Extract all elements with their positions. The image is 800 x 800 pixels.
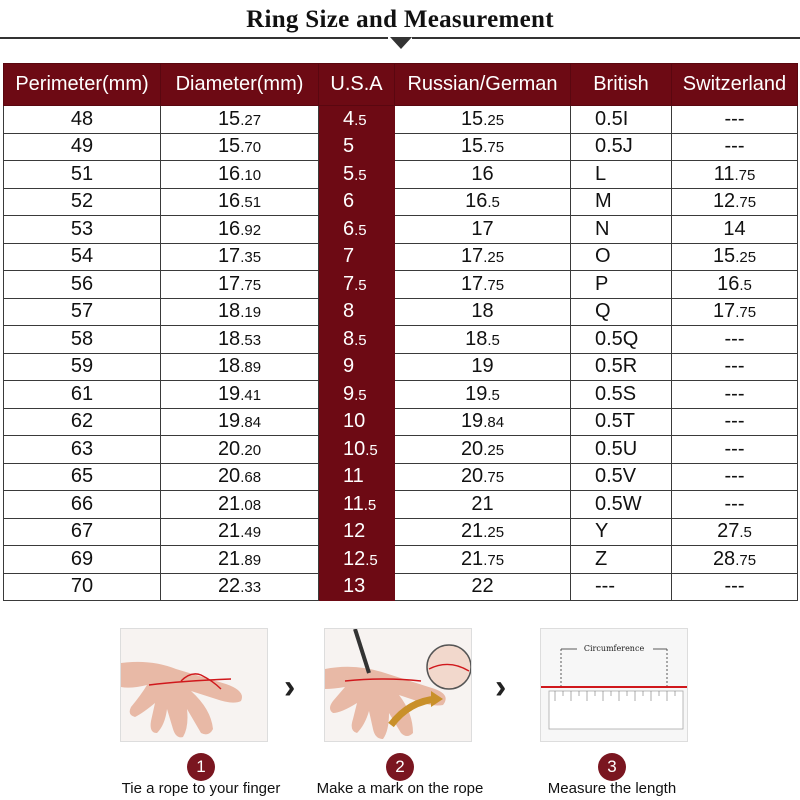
table-row: [4, 133, 798, 161]
cell-usa: 8.5: [319, 326, 395, 354]
cell-switzerland: ---: [672, 326, 798, 354]
cell-switzerland: ---: [672, 381, 798, 409]
cell-british: 0.5S: [571, 381, 672, 409]
cell-usa: 11: [319, 463, 395, 491]
cell-switzerland: 12.75: [672, 188, 798, 216]
table-row: [4, 436, 798, 464]
cell-perimeter: 51: [4, 161, 161, 189]
step-2-caption: Make a mark on the rope: [316, 780, 484, 797]
page-title: Ring Size and Measurement: [246, 6, 554, 33]
cell-perimeter: 48: [4, 106, 161, 134]
cell-perimeter: 70: [4, 573, 161, 601]
cell-switzerland: ---: [672, 408, 798, 436]
cell-diameter: 19.41: [161, 381, 319, 409]
step-2-image: [324, 628, 472, 742]
cell-russian-german: 19: [395, 353, 571, 381]
pen-mark-icon: [325, 629, 471, 741]
cell-diameter: 19.84: [161, 408, 319, 436]
step-3-caption: Measure the length: [547, 780, 677, 797]
header-usa: U.S.A: [319, 64, 395, 106]
table-header-row: [4, 64, 798, 106]
cell-british: 0.5V: [571, 463, 672, 491]
cell-perimeter: 52: [4, 188, 161, 216]
cell-switzerland: 17.75: [672, 298, 798, 326]
cell-diameter: 18.53: [161, 326, 319, 354]
cell-russian-german: 16: [395, 161, 571, 189]
cell-british: Y: [571, 518, 672, 546]
cell-russian-german: 15.25: [395, 106, 571, 134]
step-2-badge: 2: [386, 753, 414, 781]
cell-perimeter: 53: [4, 216, 161, 244]
cell-usa: 8: [319, 298, 395, 326]
table-row: [4, 216, 798, 244]
table-row: [4, 161, 798, 189]
circumference-label: Circumference: [583, 644, 645, 653]
cell-perimeter: 59: [4, 353, 161, 381]
table-row: [4, 298, 798, 326]
cell-perimeter: 61: [4, 381, 161, 409]
cell-usa: 5.5: [319, 161, 395, 189]
cell-british: Z: [571, 546, 672, 574]
cell-perimeter: 49: [4, 133, 161, 161]
cell-russian-german: 19.5: [395, 381, 571, 409]
step-1-badge: 1: [187, 753, 215, 781]
table-row: [4, 573, 798, 601]
cell-usa: 12: [319, 518, 395, 546]
cell-usa: 6.5: [319, 216, 395, 244]
cell-diameter: 20.68: [161, 463, 319, 491]
cell-russian-german: 17: [395, 216, 571, 244]
cell-diameter: 22.33: [161, 573, 319, 601]
cell-diameter: 17.35: [161, 243, 319, 271]
cell-russian-german: 17.75: [395, 271, 571, 299]
cell-switzerland: ---: [672, 491, 798, 519]
table-row: [4, 463, 798, 491]
cell-usa: 11.5: [319, 491, 395, 519]
cell-usa: 5: [319, 133, 395, 161]
cell-usa: 9.5: [319, 381, 395, 409]
cell-british: 0.5R: [571, 353, 672, 381]
cell-switzerland: ---: [672, 353, 798, 381]
table-row: [4, 518, 798, 546]
cell-usa: 9: [319, 353, 395, 381]
title-bar: [0, 0, 800, 40]
cell-russian-german: 20.25: [395, 436, 571, 464]
cell-diameter: 18.19: [161, 298, 319, 326]
cell-diameter: 17.75: [161, 271, 319, 299]
cell-usa: 4.5: [319, 106, 395, 134]
cell-perimeter: 63: [4, 436, 161, 464]
cell-diameter: 21.08: [161, 491, 319, 519]
table-row: [4, 243, 798, 271]
cell-diameter: 16.51: [161, 188, 319, 216]
cell-switzerland: 15.25: [672, 243, 798, 271]
cell-russian-german: 15.75: [395, 133, 571, 161]
cell-switzerland: 27.5: [672, 518, 798, 546]
cell-diameter: 21.89: [161, 546, 319, 574]
step-3-badge: 3: [598, 753, 626, 781]
table-row: [4, 106, 798, 134]
cell-russian-german: 19.84: [395, 408, 571, 436]
hand-rope-icon: [121, 629, 267, 741]
cell-switzerland: 11.75: [672, 161, 798, 189]
step-1-caption: Tie a rope to your finger: [121, 780, 281, 797]
title-underline-right: [412, 37, 800, 39]
cell-british: P: [571, 271, 672, 299]
cell-usa: 7: [319, 243, 395, 271]
cell-switzerland: 28.75: [672, 546, 798, 574]
table-body: [4, 106, 798, 601]
cell-perimeter: 56: [4, 271, 161, 299]
cell-russian-german: 18.5: [395, 326, 571, 354]
cell-usa: 10: [319, 408, 395, 436]
cell-russian-german: 20.75: [395, 463, 571, 491]
cell-british: 0.5U: [571, 436, 672, 464]
cell-russian-german: 21.75: [395, 546, 571, 574]
table-row: [4, 188, 798, 216]
header-diameter: Diameter(mm): [161, 64, 319, 106]
cell-russian-german: 18: [395, 298, 571, 326]
cell-diameter: 15.27: [161, 106, 319, 134]
title-pointer-icon: [390, 37, 412, 49]
cell-british: Q: [571, 298, 672, 326]
cell-switzerland: 16.5: [672, 271, 798, 299]
cell-british: 0.5Q: [571, 326, 672, 354]
cell-diameter: 15.70: [161, 133, 319, 161]
cell-russian-german: 16.5: [395, 188, 571, 216]
table-row: [4, 546, 798, 574]
cell-perimeter: 54: [4, 243, 161, 271]
cell-british: N: [571, 216, 672, 244]
cell-british: M: [571, 188, 672, 216]
cell-perimeter: 69: [4, 546, 161, 574]
ruler-measure-icon: [541, 629, 687, 741]
cell-switzerland: ---: [672, 106, 798, 134]
table-row: [4, 491, 798, 519]
cell-diameter: 20.20: [161, 436, 319, 464]
cell-usa: 13: [319, 573, 395, 601]
cell-british: 0.5W: [571, 491, 672, 519]
cell-british: 0.5J: [571, 133, 672, 161]
cell-switzerland: ---: [672, 573, 798, 601]
cell-perimeter: 62: [4, 408, 161, 436]
step-3-image: [540, 628, 688, 742]
cell-british: 0.5T: [571, 408, 672, 436]
chevron-right-icon: ›: [495, 668, 507, 706]
cell-usa: 12.5: [319, 546, 395, 574]
cell-perimeter: 57: [4, 298, 161, 326]
step-1-image: [120, 628, 268, 742]
cell-british: L: [571, 161, 672, 189]
header-perimeter: Perimeter(mm): [4, 64, 161, 106]
cell-diameter: 16.10: [161, 161, 319, 189]
cell-perimeter: 58: [4, 326, 161, 354]
cell-british: ---: [571, 573, 672, 601]
cell-russian-german: 21.25: [395, 518, 571, 546]
cell-perimeter: 65: [4, 463, 161, 491]
table-row: [4, 408, 798, 436]
cell-switzerland: ---: [672, 463, 798, 491]
table-row: [4, 326, 798, 354]
header-russian-german: Russian/German: [395, 64, 571, 106]
cell-russian-german: 21: [395, 491, 571, 519]
cell-diameter: 21.49: [161, 518, 319, 546]
title-underline-left: [0, 37, 388, 39]
chevron-right-icon: ›: [284, 668, 296, 706]
cell-usa: 6: [319, 188, 395, 216]
ring-size-table: [3, 63, 798, 601]
measurement-steps: [0, 620, 800, 800]
cell-british: 0.5I: [571, 106, 672, 134]
cell-switzerland: ---: [672, 133, 798, 161]
cell-diameter: 18.89: [161, 353, 319, 381]
cell-switzerland: 14: [672, 216, 798, 244]
header-switzerland: Switzerland: [672, 64, 798, 106]
cell-switzerland: ---: [672, 436, 798, 464]
cell-usa: 7.5: [319, 271, 395, 299]
cell-perimeter: 67: [4, 518, 161, 546]
cell-diameter: 16.92: [161, 216, 319, 244]
table-row: [4, 353, 798, 381]
cell-russian-german: 17.25: [395, 243, 571, 271]
table-row: [4, 271, 798, 299]
table-row: [4, 381, 798, 409]
cell-russian-german: 22: [395, 573, 571, 601]
cell-british: O: [571, 243, 672, 271]
cell-perimeter: 66: [4, 491, 161, 519]
header-british: British: [571, 64, 672, 106]
cell-usa: 10.5: [319, 436, 395, 464]
